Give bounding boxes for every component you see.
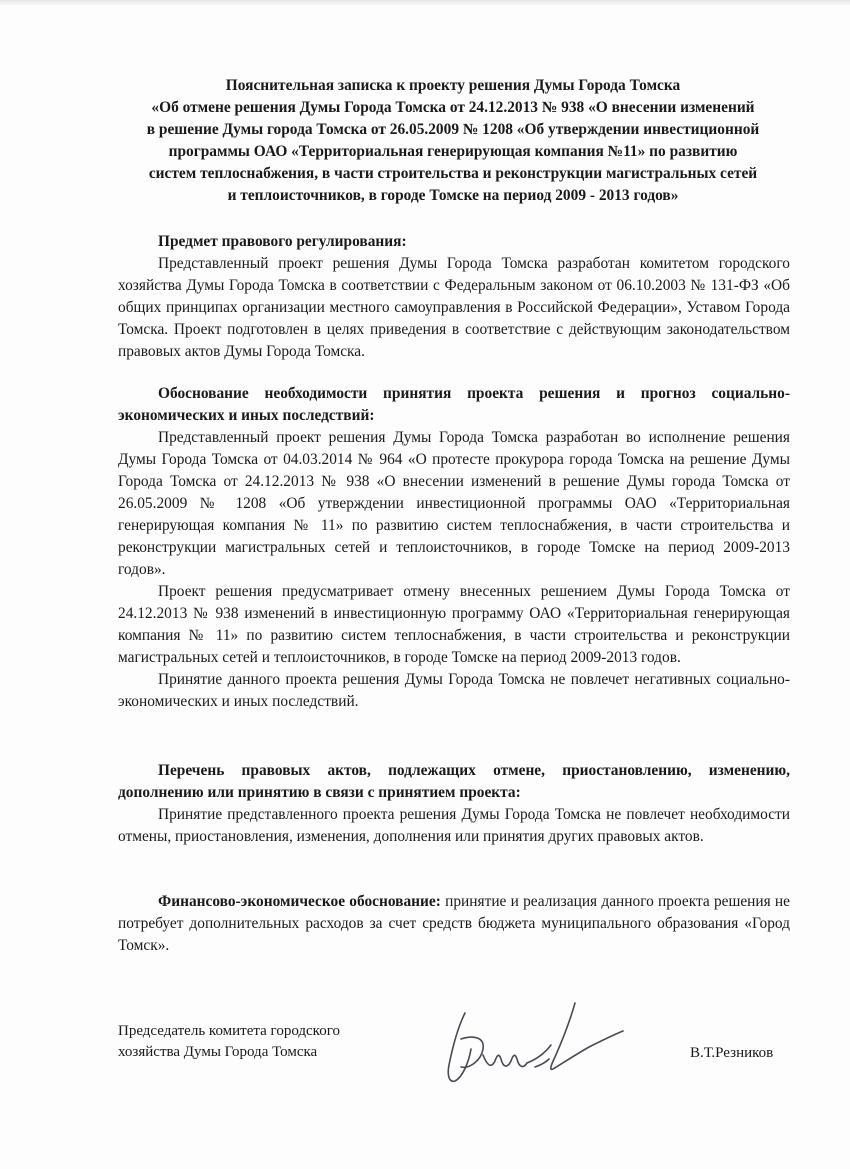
section-acts-list [118, 760, 790, 848]
finance-label: Финансово-экономическое обоснование: [158, 893, 441, 910]
signatory-position [118, 1021, 418, 1063]
section-justification [118, 383, 790, 713]
signatory-name: В.Т.Резников [690, 1045, 774, 1061]
section-finance [118, 891, 790, 957]
section-paragraph: Представленный проект решения Думы Города Томска разработан комитетом городского хозяйства Думы Города Томска в соответствии с Федеральным законом от 06.10.2003 № 131-ФЗ «Об общих принципах организации местного самоуправления в Российской Федерации», Уставом Города Томска. Проект подготовлен в целях приведения в соответствие с действующим законодательством правовых актов Думы Города Томска. [118, 255, 790, 360]
title-line: систем теплоснабжения, в части строительства и реконструкции магистральных сетей [148, 165, 758, 182]
section-subject [118, 231, 790, 363]
section-heading: Предмет правового регулирования: [158, 233, 407, 250]
handwritten-signature [425, 995, 630, 1095]
title-line: Пояснительная записка к проекту решения Думы Города Томска [225, 77, 681, 94]
finance-paragraph [118, 891, 790, 957]
section-paragraph: Представленный проект решения Думы Города Томска разработан во исполнение решения Думы Города Томска от 04.03.2014 № 964 «О протесте прокурора города Томска на решение Думы Города Томска от 24.12.2013 № 938 «О внесении изменений в решение Думы города Томска от 26.05.2009 № 1208 «Об утверждении инвестиционной программы ОАО «Территориальная генерирующая компания № 11» по развитию систем теплоснабжения, в части строительства и реконструкции магистральных сетей и теплоисточников, в городе Томске на период 2009-2013 годов». [118, 429, 790, 578]
title-line: «Об отмене решения Думы Города Томска от 24.12.2013 № 938 «О внесении изменений [151, 99, 755, 116]
finance-text: принятие и реализация данного проекта решения не потребует дополнительных расходов за счет средств бюджета муниципального образования «Город Томск». [118, 893, 790, 954]
title-line: в решение Думы города Томска от 26.05.2009 № 1208 «Об утверждении инвестиционной [146, 121, 760, 138]
title-line: и теплоисточников, в городе Томске на период 2009 - 2013 годов» [227, 187, 679, 204]
position-line: Председатель комитета городского [118, 1023, 340, 1039]
title-line: программы ОАО «Территориальная генерирующая компания №11» по развитию [168, 143, 738, 160]
scan-edge [0, 0, 850, 6]
section-paragraph: Проект решения предусматривает отмену внесенных решением Думы Города Томска от 24.12.2013 № 938 изменений в инвестиционную программу ОАО «Территориальная генерирующая компания № 11» по развитию систем теплоснабжения, в части строительства и реконструкции магистральных сетей и теплоисточников, в городе Томске на период 2009-2013 годов. [118, 583, 790, 666]
section-heading: Перечень правовых актов, подлежащих отмене, приостановлению, изменению, дополнению или принятию в связи с принятием проекта: [118, 762, 790, 801]
section-paragraph: Принятие данного проекта решения Думы Города Томска не повлечет негативных социально-экономических и иных последствий. [118, 671, 790, 710]
section-heading: Обоснование необходимости принятия проекта решения и прогноз социально-экономических и иных последствий: [118, 385, 790, 424]
position-line: хозяйства Думы Города Томска [118, 1044, 318, 1060]
section-paragraph: Принятие представленного проекта решения Думы Города Томска не повлечет необходимости отмены, приостановления, изменения, дополнения или принятия других правовых актов. [118, 806, 790, 845]
document-title [115, 75, 791, 207]
